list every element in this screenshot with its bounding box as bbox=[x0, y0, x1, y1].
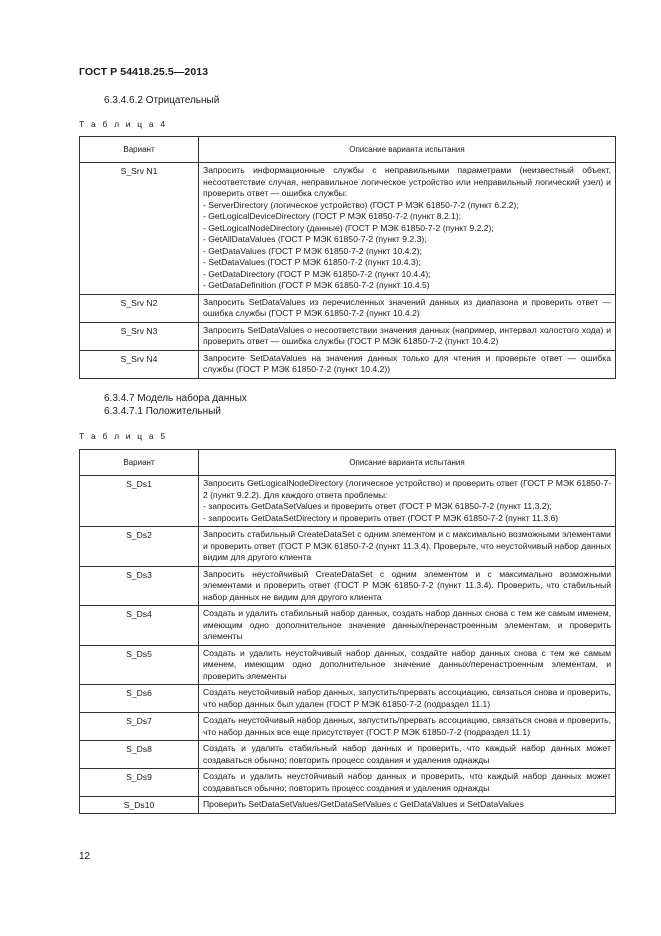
list-item: - GetAllDataValues (ГОСТ Р МЭК 61850-7-2 (пункт 9.2.3); bbox=[203, 234, 427, 244]
variant-cell: S_Ds5 bbox=[80, 645, 199, 685]
section-heading-dataset-model: 6.3.4.7 Модель набора данных bbox=[104, 393, 247, 404]
table-row bbox=[80, 741, 616, 769]
table-header-row bbox=[80, 137, 616, 163]
list-item: - GetDataValues (ГОСТ Р МЭК 61850-7-2 (пункт 10.4.2); bbox=[203, 245, 422, 256]
description-cell bbox=[199, 476, 616, 527]
table-row bbox=[80, 163, 616, 295]
variant-cell: S_Srv N3 bbox=[80, 322, 199, 350]
list-item: - запросить GetDataSetValues и проверить ответ (ГОСТ Р МЭК 61850-7-2 (пункт 11.3.2); bbox=[203, 501, 552, 511]
column-header-variant: Вариант bbox=[80, 450, 199, 476]
table-5 bbox=[79, 449, 616, 814]
list-item: - SetDataValues (ГОСТ Р МЭК 61850-7-2 (пункт 10.4.3); bbox=[203, 257, 421, 267]
table4-label: Т а б л и ц а 4 bbox=[79, 119, 168, 129]
list-item: - GetDataDefinition (ГОСТ Р МЭК 61850-7-2 (пункт 10.4.5) bbox=[203, 280, 430, 290]
variant-cell: S_Srv N4 bbox=[80, 350, 199, 378]
variant-cell: S_Ds1 bbox=[80, 476, 199, 527]
table-row bbox=[80, 322, 616, 350]
table-row bbox=[80, 713, 616, 741]
description-cell: Создать неустойчивый набор данных, запустить/прервать ассоциацию, связаться снова и проверить, что набор данных был удален (ГОСТ Р МЭК 61850-7-2 (подраздел 11.1) bbox=[199, 685, 616, 713]
description-cell: Проверить SetDataSetValues/GetDataSetValues с GetDataValues и SetDataValues bbox=[199, 797, 616, 814]
page-number: 12 bbox=[79, 851, 91, 862]
list-item: - GetLogicalNodeDirectory (данные) (ГОСТ Р МЭК 61850-7-2 (пункт 9.2.2); bbox=[203, 222, 494, 233]
table-row bbox=[80, 566, 616, 606]
section-heading-positive: 6.3.4.7.1 Положительный bbox=[104, 406, 221, 417]
description-intro: Запросить информационные службы с неправильными параметрами (неизвестный объект, несоответствие случая, неправильное логическое устройство или неправильный логический узел) и проверить ответ — ошибка службы: bbox=[203, 165, 611, 198]
table-row bbox=[80, 797, 616, 814]
document-header: ГОСТ Р 54418.25.5—2013 bbox=[79, 66, 209, 78]
table-row bbox=[80, 606, 616, 646]
description-cell: Запросить неустойчивый CreateDataSet с одним элементом и с максимально возможными элементами и проверить ответ (ГОСТ Р МЭК 61850-7-2 (пункт 11.3.4). Проверить, что стабильный набор данных не видим для другого клиента bbox=[199, 566, 616, 606]
table5-label: Т а б л и ц а 5 bbox=[79, 431, 168, 441]
variant-cell: S_Ds6 bbox=[80, 685, 199, 713]
variant-cell: S_Srv N1 bbox=[80, 163, 199, 295]
description-cell: Создать и удалить неустойчивый набор данных, создайте набор данных снова с тем же самым именем, имеющим одно дополнительное значение данных/перенастроенным элементам, и проверить элементы bbox=[199, 645, 616, 685]
table-header-row bbox=[80, 450, 616, 476]
list-item: - ServerDirectory (логическое устройство) (ГОСТ Р МЭК 61850-7-2 (пункт 6.2.2); bbox=[203, 199, 519, 210]
variant-cell: S_Srv N2 bbox=[80, 294, 199, 322]
description-cell: Запросите SetDataValues на значения данных только для чтения и проверьте ответ — ошибка службы (ГОСТ Р МЭК 61850-7-2 (пункт 10.4.2)) bbox=[199, 350, 616, 378]
variant-cell: S_Ds8 bbox=[80, 741, 199, 769]
column-header-variant: Вариант bbox=[80, 137, 199, 163]
description-cell: Создать и удалить неустойчивый набор данных и проверить, что каждый набор данных может создаваться обычно; повторить процесс создания и удаления однажды bbox=[199, 769, 616, 797]
variant-cell: S_Ds2 bbox=[80, 527, 199, 567]
list-item: - GetDataDirectory (ГОСТ Р МЭК 61850-7-2 (пункт 10.4.4); bbox=[203, 268, 431, 279]
table-row bbox=[80, 769, 616, 797]
table-row bbox=[80, 350, 616, 378]
description-cell bbox=[199, 163, 616, 295]
column-header-description: Описание варианта испытания bbox=[199, 450, 616, 476]
description-intro: Запросить GetLogicalNodeDirectory (логическое устройство) и проверить ответ (ГОСТ Р МЭК 61850-7-2 (пункт 9.2.2). Для каждого ответа проблемы: bbox=[203, 478, 611, 500]
table-row bbox=[80, 294, 616, 322]
table-row bbox=[80, 476, 616, 527]
variant-cell: S_Ds3 bbox=[80, 566, 199, 606]
section-heading-negative: 6.3.4.6.2 Отрицательный bbox=[104, 95, 220, 106]
column-header-description: Описание варианта испытания bbox=[199, 137, 616, 163]
table-row bbox=[80, 685, 616, 713]
description-cell: Создать неустойчивый набор данных, запустить/прервать ассоциацию, связаться снова и проверить, что набор данных все еще присутствует (ГОСТ Р МЭК 61850-7-2 (подраздел 11.1) bbox=[199, 713, 616, 741]
list-item: - GetLogicalDeviceDirectory (ГОСТ Р МЭК 61850-7-2 (пункт 8.2.1); bbox=[203, 211, 462, 221]
description-cell: Запросить SetDataValues из перечисленных значений данных из диапазона и проверить ответ — ошибка службы (ГОСТ Р МЭК 61850-7-2 (пункт 10.4.2) bbox=[199, 294, 616, 322]
description-cell: Запросить SetDataValues о несоответствии значения данных (например, интервал холостого хода) и проверить ответ — ошибка службы (ГОСТ Р МЭК 61850-7-2 (пункт 10.4.2) bbox=[199, 322, 616, 350]
variant-cell: S_Ds10 bbox=[80, 797, 199, 814]
variant-cell: S_Ds9 bbox=[80, 769, 199, 797]
description-cell: Создать и удалить стабильный набор данных, создать набор данных снова с тем же самым именем, имеющим одно дополнительное значение данных/перенастроенным элементам, и проверить элементы bbox=[199, 606, 616, 646]
description-cell: Запросить стабильный CreateDataSet с одним элементом и с максимально возможными элементами и проверить ответ (ГОСТ Р МЭК 61850-7-2 (пункт 11.3.4). Проверьте, что неустойчивый набор данных видим для другого клиента bbox=[199, 527, 616, 567]
description-cell: Создать и удалить стабильный набор данных и проверить, что каждый набор данных может создаваться обычно; повторить процесс создания и удаления однажды bbox=[199, 741, 616, 769]
variant-cell: S_Ds4 bbox=[80, 606, 199, 646]
table-row bbox=[80, 527, 616, 567]
table-row bbox=[80, 645, 616, 685]
list-item: - запросить GetDataSetDirectory и проверить ответ (ГОСТ Р МЭК 61850-7-2 (пункт 11.3.6) bbox=[203, 512, 559, 523]
variant-cell: S_Ds7 bbox=[80, 713, 199, 741]
table-4 bbox=[79, 136, 616, 379]
